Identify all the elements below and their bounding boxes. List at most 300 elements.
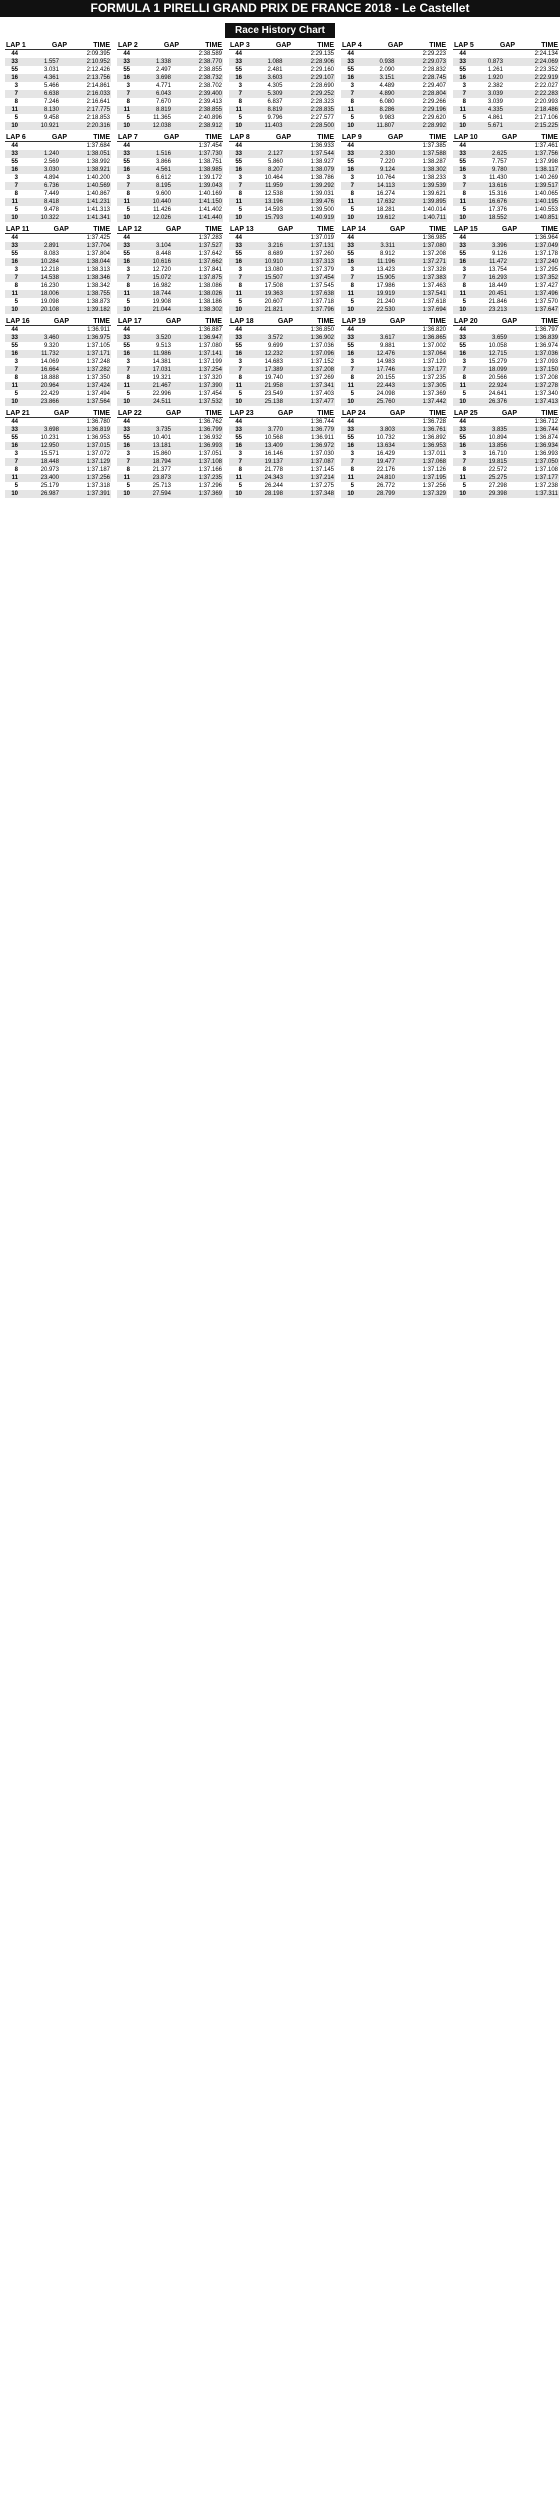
time-cell: 1:37.120 bbox=[422, 359, 446, 365]
car-number-cell: 7 bbox=[229, 182, 243, 190]
car-number-cell: 7 bbox=[453, 274, 467, 282]
lap-header bbox=[453, 42, 559, 50]
gap-cell: 1.516 bbox=[131, 150, 172, 158]
time-cell: 2:27.577 bbox=[310, 115, 334, 121]
car-number-cell: 3 bbox=[350, 175, 354, 181]
time-header: TIME bbox=[205, 226, 222, 233]
time-cell: 1:36.953 bbox=[86, 435, 110, 441]
table-row bbox=[117, 214, 223, 222]
time-cell: 1:37.036 bbox=[508, 350, 559, 358]
table-row bbox=[453, 326, 559, 334]
car-number-cell: 11 bbox=[229, 106, 243, 114]
car-number-cell: 11 bbox=[341, 198, 355, 206]
car-number-cell: 3 bbox=[126, 175, 130, 181]
car-number-cell: 10 bbox=[229, 306, 243, 314]
time-cell: 2:29.135 bbox=[310, 51, 334, 57]
gap-cell: 5.671 bbox=[467, 122, 504, 130]
gap-cell: 28.198 bbox=[243, 490, 284, 498]
time-cell: 1:37.278 bbox=[508, 382, 559, 390]
gap-cell: 8.819 bbox=[243, 106, 283, 114]
time-cell: 1:37.295 bbox=[534, 267, 558, 273]
table-row bbox=[341, 442, 447, 450]
gap-cell bbox=[467, 50, 504, 58]
gap-header: GAP bbox=[501, 318, 518, 325]
car-number-cell: 8 bbox=[462, 99, 466, 105]
table-row bbox=[117, 150, 223, 158]
gap-cell: 12.476 bbox=[355, 350, 396, 358]
car-number-cell: 11 bbox=[5, 290, 19, 298]
gap-cell: 18.794 bbox=[131, 458, 172, 466]
time-cell: 1:37.350 bbox=[86, 375, 110, 381]
time-cell: 1:37.638 bbox=[284, 290, 335, 298]
gap-cell bbox=[243, 326, 284, 334]
lap-label: LAP 9 bbox=[342, 134, 362, 141]
time-cell: 1:37.015 bbox=[60, 442, 111, 450]
car-number-cell: 33 bbox=[341, 426, 355, 434]
lap-block bbox=[341, 318, 447, 406]
time-cell: 2:29.196 bbox=[395, 106, 447, 114]
gap-cell: 9.983 bbox=[379, 115, 395, 121]
table-row bbox=[341, 190, 447, 198]
car-number-cell: 16 bbox=[229, 350, 243, 358]
gap-cell: 7.246 bbox=[43, 99, 59, 105]
gap-cell: 24.511 bbox=[131, 398, 172, 406]
car-number-cell: 10 bbox=[341, 122, 355, 130]
car-number-cell: 55 bbox=[235, 159, 242, 165]
time-header: TIME bbox=[317, 134, 334, 141]
car-number-cell: 8 bbox=[350, 283, 354, 289]
lap-label: LAP 1 bbox=[6, 42, 26, 49]
table-row bbox=[229, 382, 335, 390]
car-number-cell: 55 bbox=[123, 343, 130, 349]
gap-cell: 3.735 bbox=[131, 426, 172, 434]
car-number-cell: 8 bbox=[238, 191, 242, 197]
table-row bbox=[117, 90, 223, 98]
time-cell: 1:37.704 bbox=[60, 242, 111, 250]
car-number-cell: 44 bbox=[123, 143, 130, 149]
table-row bbox=[117, 418, 223, 426]
time-cell: 1:36.728 bbox=[422, 419, 446, 425]
table-row bbox=[453, 426, 559, 434]
time-cell: 1:38.313 bbox=[86, 267, 110, 273]
table-row bbox=[117, 298, 223, 306]
table-row bbox=[341, 66, 447, 74]
car-number-cell: 44 bbox=[235, 327, 242, 333]
time-cell: 2:38.732 bbox=[172, 74, 223, 82]
lap-block bbox=[453, 226, 559, 314]
time-cell: 1:37.730 bbox=[172, 150, 223, 158]
gap-header: GAP bbox=[51, 42, 68, 49]
gap-cell: 23.866 bbox=[19, 398, 60, 406]
table-row bbox=[341, 358, 447, 366]
time-cell: 2:29.160 bbox=[310, 67, 334, 73]
time-cell: 1:37.019 bbox=[310, 235, 334, 241]
table-row bbox=[453, 58, 559, 66]
lap-header bbox=[453, 134, 559, 142]
car-number-cell: 55 bbox=[123, 251, 130, 257]
gap-cell: 16.429 bbox=[376, 451, 395, 457]
time-header: TIME bbox=[317, 42, 334, 49]
car-number-cell: 7 bbox=[117, 274, 131, 282]
gap-cell: 3.030 bbox=[19, 166, 60, 174]
car-number-cell: 10 bbox=[341, 214, 355, 222]
lap-table bbox=[5, 418, 111, 498]
lap-header bbox=[5, 134, 111, 142]
gap-cell: 3.698 bbox=[19, 426, 60, 434]
time-cell: 1:37.427 bbox=[534, 283, 558, 289]
time-cell: 2:28.804 bbox=[395, 90, 447, 98]
table-row bbox=[229, 74, 335, 82]
car-number-cell: 16 bbox=[5, 350, 19, 358]
car-number-cell: 5 bbox=[350, 483, 354, 489]
time-cell: 1:37.352 bbox=[508, 274, 559, 282]
time-cell: 1:37.320 bbox=[198, 375, 222, 381]
car-number-cell: 10 bbox=[5, 398, 19, 406]
lap-block bbox=[341, 226, 447, 314]
time-cell: 1:36.902 bbox=[284, 334, 335, 342]
lap-header bbox=[229, 318, 335, 326]
lap-label: LAP 14 bbox=[342, 226, 366, 233]
time-cell: 1:39.476 bbox=[284, 198, 335, 206]
gap-cell bbox=[467, 234, 508, 242]
time-cell: 1:39.500 bbox=[310, 207, 334, 213]
time-cell: 1:37.329 bbox=[396, 490, 447, 498]
table-row bbox=[5, 66, 111, 74]
gap-cell: 23.213 bbox=[467, 306, 508, 314]
car-number-cell: 3 bbox=[462, 267, 466, 273]
time-cell: 2:22.027 bbox=[534, 83, 558, 89]
gap-cell: 18.006 bbox=[19, 290, 60, 298]
table-row bbox=[453, 482, 559, 490]
time-cell: 1:37.305 bbox=[396, 382, 447, 390]
time-cell: 1:37.413 bbox=[508, 398, 559, 406]
table-row bbox=[229, 474, 335, 482]
time-cell: 1:36.761 bbox=[396, 426, 447, 434]
time-cell: 1:37.442 bbox=[396, 398, 447, 406]
car-number-cell: 11 bbox=[5, 198, 19, 206]
time-cell: 1:36.933 bbox=[310, 143, 334, 149]
gap-cell: 2.497 bbox=[155, 67, 171, 73]
gap-cell: 12.218 bbox=[40, 267, 59, 273]
table-row bbox=[229, 298, 335, 306]
gap-cell: 3.866 bbox=[155, 159, 171, 165]
table-row bbox=[5, 50, 111, 58]
lap-table bbox=[5, 50, 111, 130]
gap-cell: 14.683 bbox=[264, 359, 283, 365]
table-row bbox=[5, 98, 111, 106]
car-number-cell: 3 bbox=[350, 83, 354, 89]
car-number-cell: 44 bbox=[11, 327, 18, 333]
car-number-cell: 10 bbox=[117, 306, 131, 314]
time-cell: 2:22.919 bbox=[504, 74, 559, 82]
time-cell: 1:37.424 bbox=[60, 382, 111, 390]
lap-block bbox=[453, 134, 559, 222]
time-cell: 1:37.072 bbox=[86, 451, 110, 457]
lap-table bbox=[229, 142, 335, 222]
table-row bbox=[453, 234, 559, 242]
time-cell: 1:38.342 bbox=[86, 283, 110, 289]
car-number-cell: 8 bbox=[126, 467, 130, 473]
time-cell: 1:37.235 bbox=[422, 375, 446, 381]
car-number-cell: 10 bbox=[229, 490, 243, 498]
table-row bbox=[453, 74, 559, 82]
lap-table bbox=[453, 418, 559, 498]
car-number-cell: 10 bbox=[453, 214, 467, 222]
gap-cell: 26.376 bbox=[467, 398, 508, 406]
car-number-cell: 5 bbox=[350, 391, 354, 397]
table-row bbox=[5, 450, 111, 458]
car-number-cell: 55 bbox=[347, 251, 354, 257]
lap-block bbox=[341, 42, 447, 130]
gap-cell: 3.104 bbox=[131, 242, 172, 250]
table-row bbox=[5, 334, 111, 342]
time-cell: 1:37.260 bbox=[310, 251, 334, 257]
car-number-cell: 33 bbox=[5, 150, 19, 158]
time-cell: 1:37.425 bbox=[86, 235, 110, 241]
gap-header: GAP bbox=[53, 318, 70, 325]
table-row bbox=[453, 306, 559, 314]
table-row bbox=[229, 58, 335, 66]
time-cell: 1:37.454 bbox=[284, 274, 335, 282]
time-cell: 2:28.835 bbox=[283, 106, 335, 114]
table-row bbox=[117, 490, 223, 498]
car-number-cell: 44 bbox=[347, 419, 354, 425]
time-cell: 1:37.461 bbox=[534, 143, 558, 149]
gap-cell: 17.986 bbox=[376, 283, 395, 289]
time-cell: 1:37.126 bbox=[422, 467, 446, 473]
car-number-cell: 33 bbox=[5, 58, 19, 66]
time-cell: 2:20.993 bbox=[534, 99, 558, 105]
gap-cell: 21.467 bbox=[131, 382, 172, 390]
table-row bbox=[117, 242, 223, 250]
time-cell: 1:37.454 bbox=[198, 391, 222, 397]
time-header: TIME bbox=[205, 410, 222, 417]
gap-cell: 18.744 bbox=[131, 290, 172, 298]
lap-header bbox=[341, 42, 447, 50]
table-row bbox=[453, 250, 559, 258]
gap-cell: 9.320 bbox=[43, 343, 59, 349]
gap-cell: 10.910 bbox=[243, 258, 284, 266]
time-cell: 1:36.974 bbox=[534, 343, 558, 349]
gap-cell: 20.973 bbox=[40, 467, 59, 473]
car-number-cell: 8 bbox=[126, 283, 130, 289]
lap-block bbox=[453, 318, 559, 406]
time-cell: 1:36.874 bbox=[534, 435, 558, 441]
table-row bbox=[453, 350, 559, 358]
car-number-cell: 11 bbox=[117, 382, 131, 390]
gap-cell: 10.732 bbox=[376, 435, 395, 441]
car-number-cell: 11 bbox=[341, 106, 355, 114]
time-cell: 1:37.199 bbox=[198, 359, 222, 365]
car-number-cell: 55 bbox=[459, 343, 466, 349]
car-number-cell: 33 bbox=[341, 242, 355, 250]
time-cell: 1:37.756 bbox=[508, 150, 559, 158]
time-cell: 2:29.252 bbox=[283, 90, 335, 98]
gap-cell: 27.594 bbox=[131, 490, 172, 498]
car-number-cell: 7 bbox=[5, 274, 19, 282]
table-row bbox=[341, 250, 447, 258]
table-row bbox=[341, 106, 447, 114]
car-number-cell: 7 bbox=[5, 458, 19, 466]
gap-cell: 25.179 bbox=[40, 483, 59, 489]
car-number-cell: 7 bbox=[117, 366, 131, 374]
gap-header: GAP bbox=[501, 410, 518, 417]
time-cell: 1:36.911 bbox=[87, 327, 110, 333]
gap-cell: 16.293 bbox=[467, 274, 508, 282]
gap-cell: 11.986 bbox=[131, 350, 172, 358]
gap-cell: 8.207 bbox=[243, 166, 284, 174]
table-row bbox=[5, 234, 111, 242]
car-number-cell: 10 bbox=[229, 398, 243, 406]
car-number-cell: 8 bbox=[238, 375, 242, 381]
gap-cell: 8.912 bbox=[379, 251, 395, 257]
car-number-cell: 55 bbox=[459, 67, 466, 73]
time-header: TIME bbox=[429, 134, 446, 141]
time-cell: 1:38.755 bbox=[60, 290, 111, 298]
table-row bbox=[453, 298, 559, 306]
gap-cell bbox=[355, 142, 396, 150]
gap-cell: 26.772 bbox=[376, 483, 395, 489]
lap-block bbox=[229, 226, 335, 314]
table-row bbox=[453, 266, 559, 274]
gap-cell: 29.398 bbox=[467, 490, 508, 498]
car-number-cell: 7 bbox=[117, 458, 131, 466]
table-row bbox=[5, 398, 111, 406]
lap-label: LAP 6 bbox=[6, 134, 26, 141]
time-cell: 1:38.302 bbox=[396, 166, 447, 174]
time-cell: 1:37.618 bbox=[422, 299, 446, 305]
car-number-cell: 5 bbox=[350, 299, 354, 305]
gap-cell: 16.982 bbox=[152, 283, 171, 289]
gap-header: GAP bbox=[277, 410, 294, 417]
time-header: TIME bbox=[429, 410, 446, 417]
table-row bbox=[453, 174, 559, 182]
car-number-cell: 44 bbox=[11, 235, 18, 241]
gap-cell: 20.155 bbox=[376, 375, 395, 381]
car-number-cell: 8 bbox=[14, 375, 18, 381]
gap-cell: 12.715 bbox=[467, 350, 508, 358]
gap-cell: 21.821 bbox=[243, 306, 284, 314]
car-number-cell: 8 bbox=[126, 375, 130, 381]
gap-cell bbox=[467, 418, 508, 426]
car-number-cell: 11 bbox=[341, 474, 355, 482]
table-row bbox=[453, 450, 559, 458]
time-cell: 1:40.569 bbox=[60, 182, 111, 190]
table-row bbox=[229, 342, 335, 350]
table-row bbox=[117, 106, 223, 114]
table-row bbox=[117, 382, 223, 390]
gap-cell: 16.274 bbox=[376, 191, 395, 197]
time-cell: 1:37.235 bbox=[172, 474, 223, 482]
table-row bbox=[5, 458, 111, 466]
table-row bbox=[453, 490, 559, 498]
gap-cell: 17.632 bbox=[355, 198, 396, 206]
car-number-cell: 16 bbox=[229, 74, 243, 82]
time-cell: 1:37.527 bbox=[172, 242, 223, 250]
time-cell: 1:37.152 bbox=[310, 359, 334, 365]
car-number-cell: 33 bbox=[117, 334, 131, 342]
table-row bbox=[117, 258, 223, 266]
time-cell: 2:28.745 bbox=[395, 74, 447, 82]
gap-cell: 12.950 bbox=[19, 442, 60, 450]
lap-label: LAP 22 bbox=[118, 410, 142, 417]
car-number-cell: 55 bbox=[459, 435, 466, 441]
table-row bbox=[453, 290, 559, 298]
car-number-cell: 7 bbox=[229, 458, 243, 466]
time-cell: 2:29.620 bbox=[422, 115, 446, 121]
time-cell: 1:37.131 bbox=[284, 242, 335, 250]
time-header: TIME bbox=[205, 42, 222, 49]
time-cell: 1:37.313 bbox=[284, 258, 335, 266]
gap-cell: 4.890 bbox=[355, 90, 395, 98]
car-number-cell: 3 bbox=[14, 359, 18, 365]
time-header: TIME bbox=[205, 134, 222, 141]
time-header: TIME bbox=[541, 318, 558, 325]
car-number-cell: 8 bbox=[462, 375, 466, 381]
lap-table bbox=[5, 234, 111, 314]
car-number-cell: 44 bbox=[11, 51, 18, 57]
lap-table bbox=[117, 326, 223, 406]
gap-cell: 11.426 bbox=[153, 207, 171, 213]
time-cell: 1:38.786 bbox=[310, 175, 334, 181]
lap-block bbox=[117, 410, 223, 498]
car-number-cell: 16 bbox=[229, 258, 243, 266]
time-cell: 1:37.269 bbox=[310, 375, 334, 381]
time-cell: 1:37.684 bbox=[86, 143, 110, 149]
time-cell: 1:38.233 bbox=[422, 175, 446, 181]
time-cell: 1:37.875 bbox=[172, 274, 223, 282]
time-cell: 1:37.096 bbox=[284, 350, 335, 358]
table-row bbox=[5, 358, 111, 366]
table-row bbox=[5, 326, 111, 334]
gap-cell: 21.958 bbox=[243, 382, 284, 390]
gap-cell: 14.381 bbox=[152, 359, 171, 365]
lap-header bbox=[5, 410, 111, 418]
gap-cell: 28.799 bbox=[355, 490, 396, 498]
table-row bbox=[5, 434, 111, 442]
gap-cell bbox=[131, 326, 172, 334]
car-number-cell: 5 bbox=[126, 299, 130, 305]
gap-header: GAP bbox=[277, 226, 294, 233]
table-row bbox=[453, 142, 559, 150]
time-header: TIME bbox=[93, 318, 110, 325]
lap-block bbox=[229, 318, 335, 406]
gap-header: GAP bbox=[389, 410, 406, 417]
lap-table bbox=[453, 234, 559, 314]
time-cell: 1:36.744 bbox=[508, 426, 559, 434]
lap-block bbox=[229, 134, 335, 222]
time-cell: 1:36.865 bbox=[396, 334, 447, 342]
gap-cell: 11.403 bbox=[243, 122, 283, 130]
table-row bbox=[5, 342, 111, 350]
table-row bbox=[5, 298, 111, 306]
gap-cell: 3.039 bbox=[487, 99, 503, 105]
gap-cell: 3.151 bbox=[355, 74, 395, 82]
gap-cell: 6.638 bbox=[19, 90, 60, 98]
table-row bbox=[453, 366, 559, 374]
gap-cell: 8.819 bbox=[131, 106, 172, 114]
gap-cell: 19.321 bbox=[152, 375, 171, 381]
table-row bbox=[229, 290, 335, 298]
gap-cell bbox=[355, 418, 396, 426]
lap-block bbox=[5, 42, 111, 130]
gap-cell: 13.196 bbox=[243, 198, 284, 206]
table-row bbox=[117, 426, 223, 434]
time-cell: 1:39.043 bbox=[172, 182, 223, 190]
gap-cell: 15.905 bbox=[355, 274, 396, 282]
car-number-cell: 5 bbox=[14, 207, 18, 213]
table-row bbox=[453, 214, 559, 222]
